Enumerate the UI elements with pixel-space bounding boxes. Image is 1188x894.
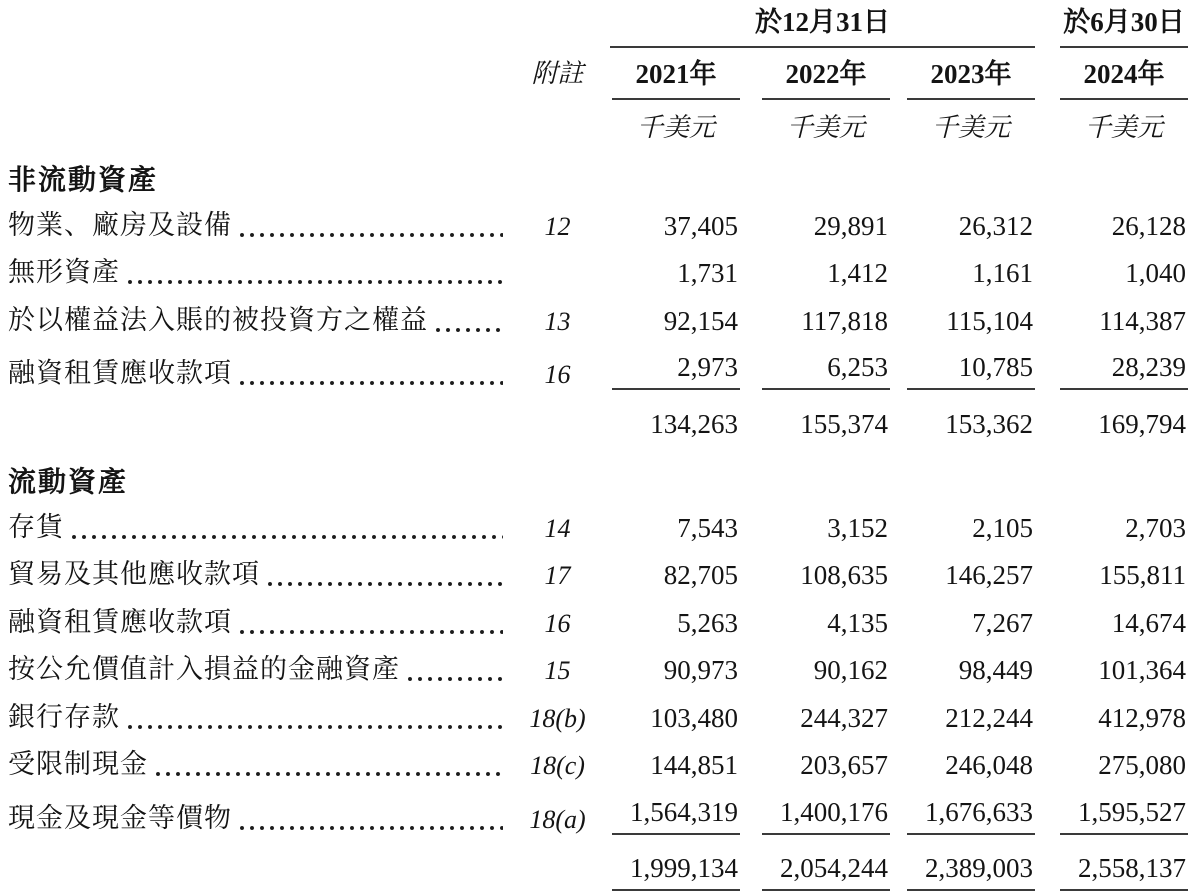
subtotal-row-noncurrent bbox=[0, 390, 1188, 442]
value-cell-2023 bbox=[890, 703, 1035, 734]
row-label-cell bbox=[0, 552, 505, 591]
value-2022: 3,152 bbox=[827, 512, 888, 543]
value-cell-2023 bbox=[890, 797, 1035, 835]
total-cell-2022 bbox=[740, 853, 890, 891]
value-cell-2021 bbox=[610, 750, 740, 781]
dot-leader bbox=[128, 725, 503, 729]
value-2022: 108,635 bbox=[800, 560, 888, 590]
value-2023: 1,676,633 bbox=[907, 797, 1035, 835]
year-header-2021 bbox=[610, 52, 740, 100]
value-2021: 90,973 bbox=[663, 655, 738, 685]
table-row bbox=[0, 295, 1188, 343]
total-row-current bbox=[0, 835, 1188, 893]
value-cell-2021 bbox=[610, 560, 740, 591]
total-2023: 2,389,003 bbox=[907, 853, 1035, 891]
table-row bbox=[0, 597, 1188, 645]
value-2022: 203,657 bbox=[800, 750, 888, 780]
value-2023: 1,161 bbox=[972, 258, 1033, 288]
value-cell-2022 bbox=[740, 513, 890, 544]
value-2024: 114,387 bbox=[1099, 305, 1186, 336]
value-cell-2023 bbox=[890, 513, 1035, 544]
value-cell-2021 bbox=[610, 306, 740, 337]
value-2022: 6,253 bbox=[762, 352, 890, 390]
unit-header-2024 bbox=[1035, 107, 1188, 148]
dot-leader bbox=[72, 535, 503, 539]
row-label: 按公允價值計入損益的金融資產 bbox=[8, 654, 400, 684]
year-header-2022 bbox=[740, 52, 890, 100]
table-row bbox=[0, 550, 1188, 598]
table-year-header-row bbox=[0, 46, 1188, 100]
note-ref: 12 bbox=[544, 211, 571, 241]
group-header-jun30 bbox=[1035, 0, 1188, 48]
table-row bbox=[0, 645, 1188, 693]
row-label-cell bbox=[0, 742, 505, 781]
subtotal-cell-2021 bbox=[610, 409, 740, 440]
unit-label: 千美元 bbox=[786, 113, 865, 142]
table-row bbox=[0, 343, 1188, 391]
dot-leader bbox=[240, 233, 503, 237]
value-2023: 115,104 bbox=[946, 305, 1033, 336]
value-cell-2021 bbox=[610, 703, 740, 734]
value-cell-2023 bbox=[890, 258, 1035, 289]
dot-leader bbox=[408, 677, 503, 681]
subtotal-2023: 153,362 bbox=[945, 409, 1033, 439]
subtotal-cell-2023 bbox=[890, 409, 1035, 440]
note-ref: 18(a) bbox=[529, 804, 586, 834]
note-ref: 18(b) bbox=[529, 703, 586, 733]
subtotal-2021: 134,263 bbox=[650, 409, 738, 439]
value-2023: 98,449 bbox=[958, 655, 1033, 685]
table-row bbox=[0, 787, 1188, 835]
value-cell-2022 bbox=[740, 655, 890, 686]
dot-leader bbox=[240, 630, 503, 634]
row-label: 於以權益法入賬的被投資方之權益 bbox=[8, 304, 428, 335]
value-2022: 117,818 bbox=[801, 305, 888, 336]
value-2024: 1,595,527 bbox=[1060, 797, 1188, 835]
value-2024: 101,364 bbox=[1098, 655, 1186, 685]
year-header-2024-label: 2024年 bbox=[1060, 52, 1188, 100]
row-label: 受限制現金 bbox=[8, 749, 148, 779]
value-cell-2022 bbox=[740, 258, 890, 289]
year-header-2021-label: 2021年 bbox=[612, 52, 740, 100]
value-2021: 1,731 bbox=[677, 258, 738, 288]
value-2024: 275,080 bbox=[1098, 750, 1186, 780]
row-label-cell bbox=[0, 505, 505, 544]
value-2023: 10,785 bbox=[907, 352, 1035, 390]
value-cell-2024 bbox=[1035, 513, 1188, 544]
value-cell-2022 bbox=[740, 306, 890, 337]
value-2023: 246,048 bbox=[945, 750, 1033, 780]
value-cell-2023 bbox=[890, 608, 1035, 639]
table-row bbox=[0, 248, 1188, 296]
table-group-header-row bbox=[0, 0, 1188, 46]
value-2023: 7,267 bbox=[972, 607, 1033, 638]
value-2023: 212,244 bbox=[945, 702, 1033, 733]
value-2021: 144,851 bbox=[650, 750, 738, 780]
value-2021: 2,973 bbox=[612, 352, 740, 390]
value-cell-2024 bbox=[1035, 750, 1188, 781]
value-cell-2023 bbox=[890, 655, 1035, 686]
value-cell-2024 bbox=[1035, 258, 1188, 289]
note-ref: 16 bbox=[544, 360, 571, 389]
total-cell-2024 bbox=[1035, 853, 1188, 891]
value-2021: 92,154 bbox=[663, 305, 738, 336]
note-ref: 14 bbox=[544, 513, 571, 543]
unit-label: 千美元 bbox=[931, 113, 1010, 142]
section-title: 非流動資產 bbox=[8, 164, 159, 195]
value-cell-2023 bbox=[890, 560, 1035, 591]
row-label-cell bbox=[0, 695, 505, 734]
value-cell-2022 bbox=[740, 211, 890, 242]
value-cell-2024 bbox=[1035, 655, 1188, 686]
total-cell-2023 bbox=[890, 853, 1035, 891]
row-label-cell bbox=[0, 647, 505, 686]
value-cell-2022 bbox=[740, 352, 890, 390]
dot-leader bbox=[156, 772, 503, 776]
value-2023: 26,312 bbox=[958, 210, 1033, 241]
dot-leader bbox=[240, 826, 503, 830]
value-2022: 90,162 bbox=[813, 655, 888, 685]
dot-leader bbox=[240, 381, 503, 385]
value-cell-2022 bbox=[740, 750, 890, 781]
value-cell-2024 bbox=[1035, 703, 1188, 734]
subtotal-cell-2024 bbox=[1035, 409, 1188, 440]
value-2021: 82,705 bbox=[663, 560, 738, 590]
value-2021: 1,564,319 bbox=[612, 797, 740, 835]
value-2024: 28,239 bbox=[1060, 352, 1188, 390]
value-2024: 26,128 bbox=[1111, 210, 1186, 241]
value-cell-2023 bbox=[890, 211, 1035, 242]
dot-leader bbox=[128, 280, 503, 284]
value-2024: 412,978 bbox=[1098, 702, 1186, 733]
value-cell-2023 bbox=[890, 352, 1035, 390]
value-2024: 1,040 bbox=[1125, 258, 1186, 288]
value-2022: 1,412 bbox=[827, 258, 888, 288]
value-2022: 4,135 bbox=[827, 607, 888, 638]
row-label: 貿易及其他應收款項 bbox=[8, 559, 260, 589]
year-header-2022-label: 2022年 bbox=[762, 52, 890, 100]
unit-header-2023 bbox=[890, 107, 1035, 148]
value-2023: 146,257 bbox=[945, 560, 1033, 590]
year-header-2023 bbox=[890, 52, 1035, 100]
note-column-header: 附註 bbox=[531, 59, 584, 88]
value-cell-2023 bbox=[890, 306, 1035, 337]
value-cell-2021 bbox=[610, 352, 740, 390]
value-2024: 2,703 bbox=[1125, 512, 1186, 543]
note-ref: 13 bbox=[544, 306, 571, 336]
value-cell-2024 bbox=[1035, 352, 1188, 390]
value-cell-2023 bbox=[890, 750, 1035, 781]
row-label: 銀行存款 bbox=[8, 701, 120, 732]
note-ref: 16 bbox=[544, 608, 571, 638]
year-header-2023-label: 2023年 bbox=[907, 52, 1035, 100]
value-cell-2024 bbox=[1035, 306, 1188, 337]
row-label: 物業、廠房及設備 bbox=[8, 209, 232, 240]
unit-header-2022 bbox=[740, 107, 890, 148]
total-cell-2021 bbox=[610, 853, 740, 891]
value-2022: 1,400,176 bbox=[762, 797, 890, 835]
subtotal-2024: 169,794 bbox=[1098, 409, 1186, 439]
subtotal-cell-2022 bbox=[740, 409, 890, 440]
row-label: 融資租賃應收款項 bbox=[8, 358, 232, 388]
value-2021: 7,543 bbox=[677, 512, 738, 543]
note-ref: 17 bbox=[544, 561, 571, 590]
section-current-assets bbox=[0, 442, 1188, 502]
value-cell-2022 bbox=[740, 703, 890, 734]
value-cell-2024 bbox=[1035, 608, 1188, 639]
row-label-cell bbox=[0, 600, 505, 639]
unit-label: 千美元 bbox=[1084, 113, 1163, 142]
total-2022: 2,054,244 bbox=[762, 853, 890, 891]
unit-label: 千美元 bbox=[636, 113, 715, 142]
note-ref: 15 bbox=[544, 656, 571, 685]
value-2021: 5,263 bbox=[677, 607, 738, 638]
value-cell-2024 bbox=[1035, 797, 1188, 835]
value-cell-2021 bbox=[610, 797, 740, 835]
value-cell-2024 bbox=[1035, 211, 1188, 242]
value-cell-2021 bbox=[610, 258, 740, 289]
row-label-cell bbox=[0, 250, 505, 289]
section-title: 流動資產 bbox=[8, 466, 129, 497]
row-label: 融資租賃應收款項 bbox=[8, 606, 232, 637]
table-row bbox=[0, 740, 1188, 788]
value-cell-2021 bbox=[610, 608, 740, 639]
total-2024: 2,558,137 bbox=[1060, 853, 1188, 891]
note-ref: 18(c) bbox=[530, 751, 585, 780]
value-2023: 2,105 bbox=[972, 512, 1033, 543]
dot-leader bbox=[268, 582, 503, 586]
value-2024: 155,811 bbox=[1099, 560, 1186, 590]
table-row bbox=[0, 502, 1188, 550]
value-2024: 14,674 bbox=[1111, 607, 1186, 638]
dot-leader bbox=[436, 328, 503, 332]
row-label-cell bbox=[0, 203, 505, 242]
value-cell-2021 bbox=[610, 655, 740, 686]
value-cell-2022 bbox=[740, 608, 890, 639]
row-label: 無形資產 bbox=[8, 257, 120, 287]
table-row bbox=[0, 692, 1188, 740]
value-cell-2021 bbox=[610, 211, 740, 242]
value-2021: 37,405 bbox=[663, 210, 738, 241]
table-unit-header-row bbox=[0, 100, 1188, 148]
row-label: 存貨 bbox=[8, 511, 64, 542]
unit-header-2021 bbox=[610, 107, 740, 148]
value-2021: 103,480 bbox=[650, 702, 738, 733]
value-cell-2021 bbox=[610, 513, 740, 544]
table-row bbox=[0, 200, 1188, 248]
group-header-dec31 bbox=[610, 0, 1035, 48]
value-cell-2022 bbox=[740, 797, 890, 835]
group-header-dec31-label: 於12月31日 bbox=[610, 0, 1035, 48]
group-header-jun30-label: 於6月30日 bbox=[1060, 0, 1188, 48]
value-2022: 244,327 bbox=[800, 702, 888, 733]
year-header-2024 bbox=[1035, 52, 1188, 100]
value-cell-2024 bbox=[1035, 560, 1188, 591]
row-label-cell bbox=[0, 298, 505, 337]
row-label-cell bbox=[0, 796, 505, 835]
row-label-cell bbox=[0, 351, 505, 390]
section-noncurrent-assets bbox=[0, 148, 1188, 200]
value-2022: 29,891 bbox=[813, 210, 888, 241]
total-2021: 1,999,134 bbox=[612, 853, 740, 891]
row-label: 現金及現金等價物 bbox=[8, 802, 232, 833]
subtotal-2022: 155,374 bbox=[800, 409, 888, 439]
value-cell-2022 bbox=[740, 560, 890, 591]
